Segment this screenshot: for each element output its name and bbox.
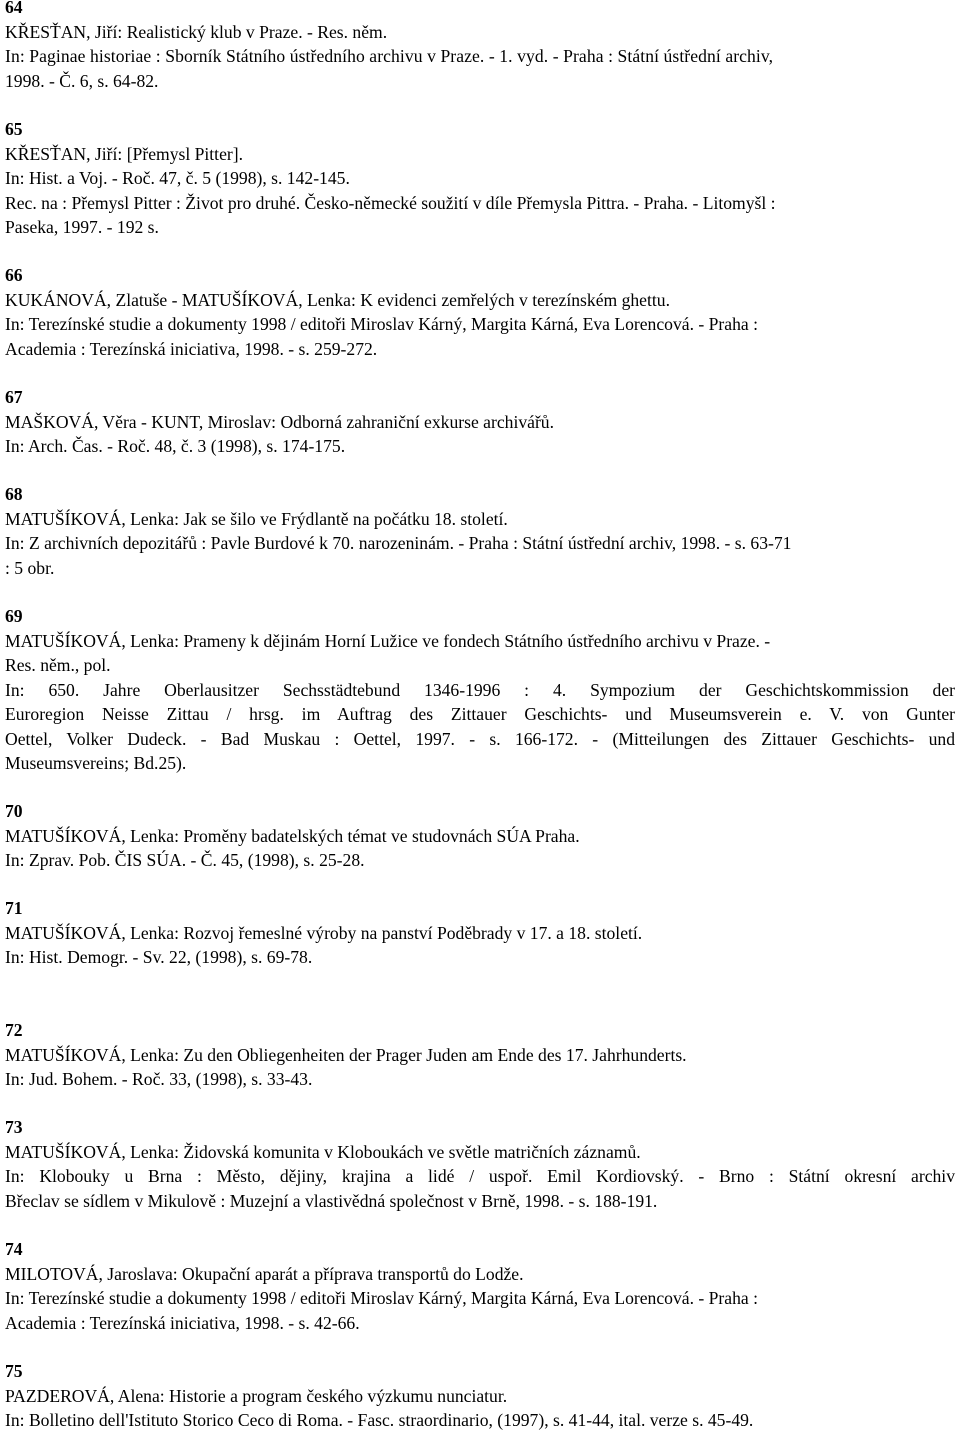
entry-title-line: MILOTOVÁ, Jaroslava: Okupační aparát a příprava transportů do Lodže. xyxy=(5,1263,524,1284)
entry-source-line: Rec. na : Přemysl Pitter : Život pro druhé. Česko-německé soužití v díle Přemysla Pittra. - Praha. - Litomyšl : xyxy=(5,192,776,213)
bibliography-entry xyxy=(5,1018,687,1092)
entry-number: 66 xyxy=(5,265,23,285)
entry-source-line: In: Z archivních depozitářů : Pavle Burdové k 70. narozeninám. - Praha : Státní ústřední archiv, 1998. - s. 63-71 xyxy=(5,533,792,553)
bibliography-entry xyxy=(5,1237,758,1335)
entry-number: 68 xyxy=(5,484,23,504)
bibliography-entry xyxy=(5,1115,955,1213)
entry-number: 72 xyxy=(5,1020,23,1040)
entry-source-line: In: Arch. Čas. - Roč. 48, č. 3 (1998), s. 174-175. xyxy=(5,436,346,456)
bibliography-entry xyxy=(5,896,642,970)
entry-title-line: PAZDEROVÁ, Alena: Historie a program českého výzkumu nunciatur. xyxy=(5,1385,508,1406)
entry-number: 64 xyxy=(5,0,23,17)
entry-number: 67 xyxy=(5,387,23,407)
bibliography-entry xyxy=(5,263,758,361)
entry-title-line: MATUŠÍKOVÁ, Lenka: Jak se šilo ve Frýdlantě na počátku 18. století. xyxy=(5,508,508,529)
entry-title-line: KŘESŤAN, Jiří: Realistický klub v Praze. - Res. něm. xyxy=(5,21,388,42)
bibliography-entry xyxy=(5,0,773,93)
bibliography-entry xyxy=(5,1359,753,1433)
entry-source-line: In: Jud. Bohem. - Roč. 33, (1998), s. 33-43. xyxy=(5,1069,313,1089)
entry-source-line: In: Zprav. Pob. ČIS SÚA. - Č. 45, (1998), s. 25-28. xyxy=(5,850,365,870)
entry-title-line: MATUŠÍKOVÁ, Lenka: Židovská komunita v Kloboukách ve světle matričních záznamů. xyxy=(5,1141,641,1162)
entry-title-line: Res. něm., pol. xyxy=(5,655,111,675)
entry-source-line: Euroregion Neisse Zittau / hrsg. im Auftrag des Zittauer Geschichts- und Museumsverein e. V. von Gunter xyxy=(5,704,955,724)
entry-source-line: Paseka, 1997. - 192 s. xyxy=(5,217,159,237)
entry-source-line: In: Bolletino dell'Istituto Storico Ceco di Roma. - Fasc. straordinario, (1997), s. 41-44, ital. verze s. 45-49. xyxy=(5,1410,754,1430)
entry-source-line: In: Paginae historiae : Sborník Státního ústředního archivu v Praze. - 1. vyd. - Praha : Státní ústřední archiv, xyxy=(5,46,774,66)
entry-source-line: Academia : Terezínská iniciativa, 1998. - s. 259-272. xyxy=(5,338,378,359)
entry-source-line: In: Hist. a Voj. - Roč. 47, č. 5 (1998), s. 142-145. xyxy=(5,168,350,188)
bibliography-entry xyxy=(5,117,776,240)
entry-source-line: 1998. - Č. 6, s. 64-82. xyxy=(5,70,159,91)
entry-number: 69 xyxy=(5,606,23,626)
entry-title-line: MATUŠÍKOVÁ, Lenka: Proměny badatelských témat ve studovnách SÚA Praha. xyxy=(5,825,580,846)
entry-source-line: In: Terezínské studie a dokumenty 1998 / editoři Miroslav Kárný, Margita Kárná, Eva Lorencová. - Praha : xyxy=(5,314,758,334)
entry-number: 75 xyxy=(5,1361,23,1381)
entry-number: 70 xyxy=(5,801,23,821)
entry-number: 65 xyxy=(5,119,23,139)
entry-number: 71 xyxy=(5,898,23,918)
entry-source-line: In: Klobouky u Brna : Město, dějiny, krajina a lidé / uspoř. Emil Kordiovský. - Brno : Státní okresní archiv xyxy=(5,1166,955,1186)
entry-source-line: In: Terezínské studie a dokumenty 1998 / editoři Miroslav Kárný, Margita Kárná, Eva Lorencová. - Praha : xyxy=(5,1288,758,1308)
bibliography-entry xyxy=(5,385,554,459)
entry-number: 74 xyxy=(5,1239,23,1259)
bibliography-entry xyxy=(5,482,791,580)
entry-title-line: MATUŠÍKOVÁ, Lenka: Rozvoj řemeslné výroby na panství Poděbrady v 17. a 18. století. xyxy=(5,922,643,943)
entry-title-line: MAŠKOVÁ, Věra - KUNT, Miroslav: Odborná zahraniční exkurse archivářů. xyxy=(5,411,554,432)
entry-source-line: Academia : Terezínská iniciativa, 1998. - s. 42-66. xyxy=(5,1312,360,1333)
entry-source-line: Oettel, Volker Dudeck. - Bad Muskau : Oettel, 1997. - s. 166-172. - (Mitteilungen des Zittauer Geschichts- und xyxy=(5,728,955,749)
bibliography-entry xyxy=(5,604,955,776)
entry-source-line: In: Hist. Demogr. - Sv. 22, (1998), s. 69-78. xyxy=(5,947,313,967)
entry-number: 73 xyxy=(5,1117,23,1137)
bibliography-entry xyxy=(5,799,580,873)
entry-source-line: In: 650. Jahre Oberlausitzer Sechsstädtebund 1346-1996 : 4. Sympozium der Geschichtskommission der xyxy=(5,679,955,700)
entry-source-line: : 5 obr. xyxy=(5,557,55,578)
entry-source-line: Museumsvereins; Bd.25). xyxy=(5,753,187,773)
entry-title-line: KŘESŤAN, Jiří: [Přemysl Pitter]. xyxy=(5,143,243,164)
entry-title-line: MATUŠÍKOVÁ, Lenka: Zu den Obliegenheiten der Prager Juden am Ende des 17. Jahrhunderts. xyxy=(5,1044,687,1065)
entry-source-line: Břeclav se sídlem v Mikulově : Muzejní a vlastivědná společnost v Brně, 1998. - s. 188-191. xyxy=(5,1190,658,1211)
entry-title-line: KUKÁNOVÁ, Zlatuše - MATUŠÍKOVÁ, Lenka: K evidenci zemřelých v terezínském ghettu. xyxy=(5,289,670,310)
entry-title-line: MATUŠÍKOVÁ, Lenka: Prameny k dějinám Horní Lužice ve fondech Státního ústředního archivu v Praze. - xyxy=(5,630,771,651)
